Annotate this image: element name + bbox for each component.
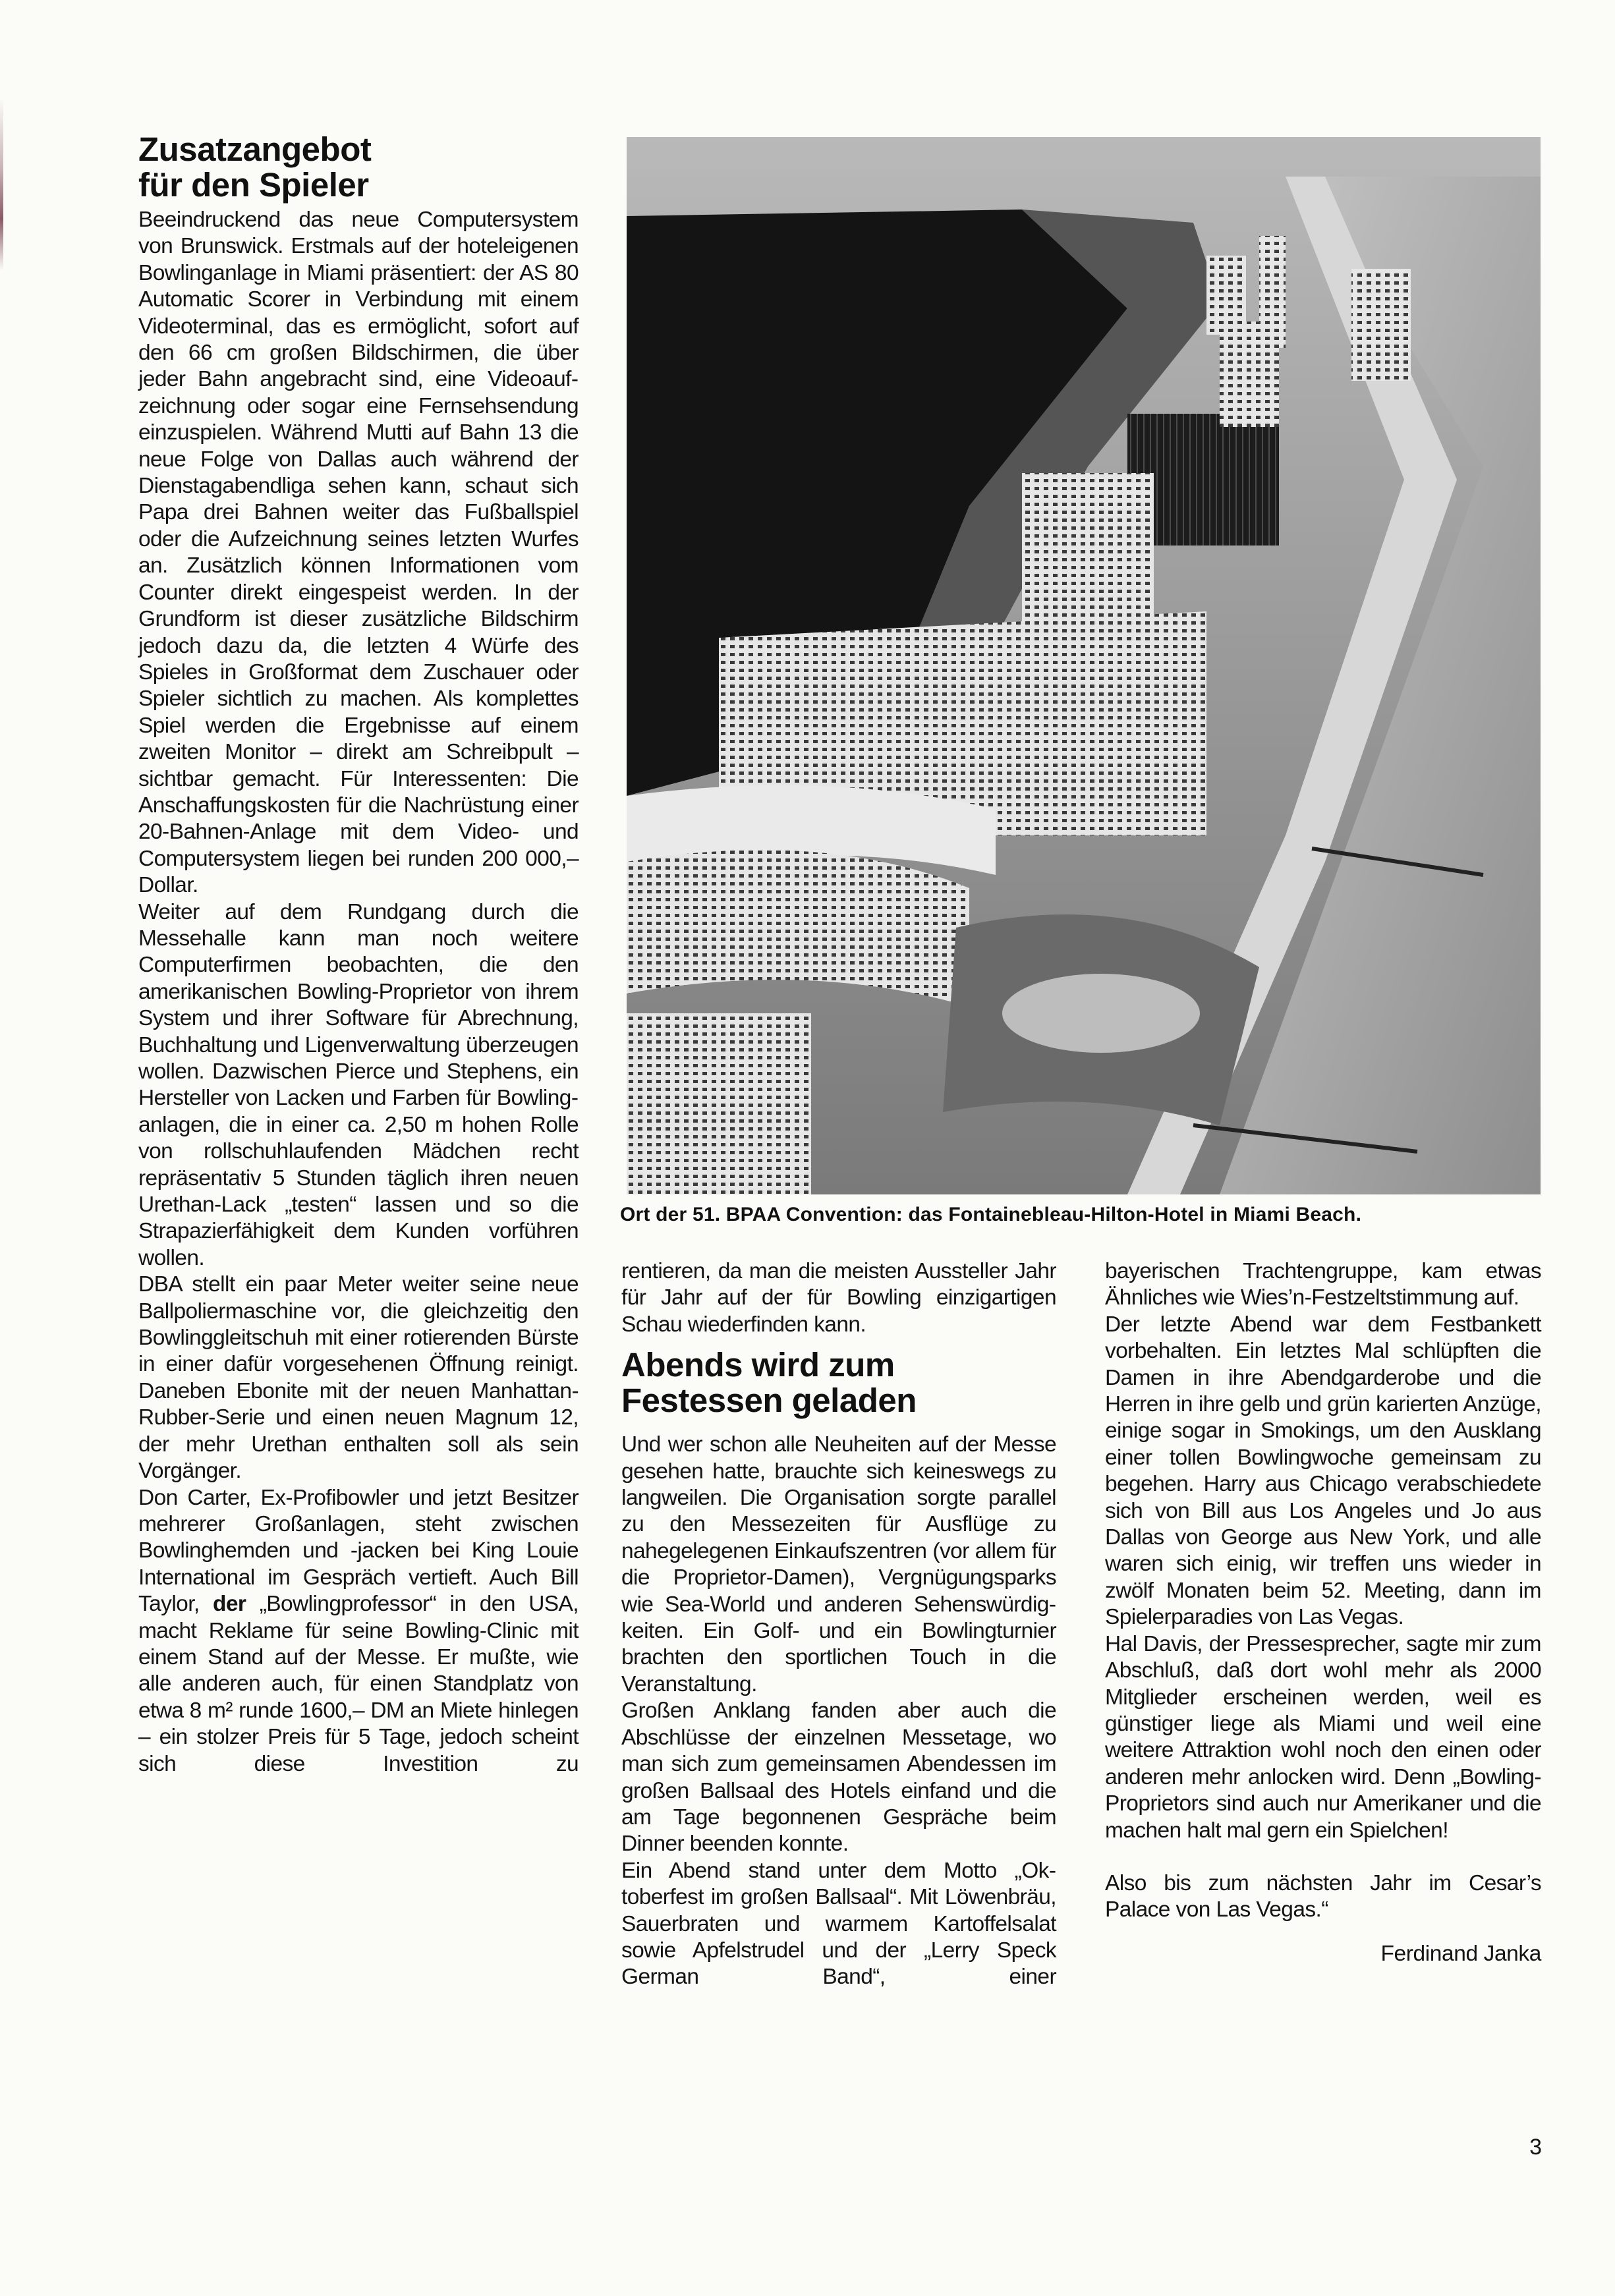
aerial-photo-miami-beach [627, 137, 1541, 1194]
column-left [138, 132, 579, 1778]
paragraph-don-carter-continued: rentieren, da man die meisten Aussteller Jahr für Jahr auf der für Bowling einzigartigen Schau wiederfinden kann. [621, 1259, 1056, 1337]
paragraph-closing: Also bis zum nächsten Jahr im Cesar’s Palace von Las Vegas.“ [1105, 1870, 1541, 1922]
paragraph-oktoberfest-continued: bayerischen Trachtengruppe, kam etwas Ähnliches wie Wies’n-Festzeltstimmung auf. [1105, 1259, 1541, 1310]
column-middle [621, 1258, 1056, 1991]
paragraph-hal-davis: Hal Davis, der Pressesprecher, sagte mir zum Abschluß, daß dort wohl mehr als 2000 Mitglieder erscheinen werden, weil es günstiger liege als Miami und weil eine weitere Attraktion wohl noch den einen oder anderen mehr anlocken wird. Denn „Bowling-Proprietors sind auch nur Amerikaner und die machen halt mal gern ein Spielchen! [1105, 1631, 1541, 1843]
paragraph-anklang: Großen Anklang fanden aber auch die Abschlüsse der einzelnen Messetage, wo man sich zum gemeinsamen Abendessen im großen Ballsaal des Hotels einfand und die am Tage begonnenen Gespräche beim Dinner beenden konnte. [621, 1698, 1056, 1857]
scan-margin-mark [0, 99, 3, 270]
emphasis-der: der [212, 1592, 246, 1617]
author-signature: Ferdinand Janka [1380, 1941, 1541, 1966]
photo-caption: Ort der 51. BPAA Convention: das Fontainebleau-Hilton-Hotel in Miami Beach. [620, 1204, 1362, 1225]
headline-line-1: Abends wird zum [621, 1346, 895, 1384]
paragraph-dba: DBA stellt ein paar Meter weiter seine neue Ballpoliermaschine vor, die gleichzeitig den Bowlinggleitschuh mit einer rotierenden Bürste in einer dafür vorgesehenen Öffnung reinigt. Daneben Ebonite mit der neuen Manhattan-Rubber-Serie und einen neuen Magnum 12, der mehr Urethan enthalten soll als sein Vorgänger. [138, 1272, 579, 1484]
paragraph-oktoberfest: Ein Abend stand unter dem Motto „Oktoberfest im großen Ballsaal“. Mit Löwenbräu, Sauerbraten und warmem Kartoffelsalat sowie Apfelstrudel und der „Lerry Speck German Band“, einer [621, 1858, 1056, 1990]
paragraph-computersystem: Beeindruckend das neue Computersystem von Brunswick. Erstmals auf der hoteleigenen Bowlinganlage in Miami präsentiert: der AS 80 Automatic Scorer in Verbindung mit einem Videoterminal, das es ermöglicht, sofort auf den 66 cm großen Bildschirmen, die über jeder Bahn angebracht sind, eine Videoaufzeichnung oder sogar eine Fernsehsendung einzuspielen. Während Mutti auf Bahn 13 die neue Folge von Dallas auch während der Dienstagabendliga sehen kann, schaut sich Papa drei Bahnen weiter das Fußballspiel oder die Aufzeichnung seines letzten Wurfes an. Zusätzlich können Informationen vom Counter direkt eingespeist werden. In der Grundform ist dieser zusätzliche Bildschirm jedoch dazu da, die letzten 4 Würfe des Spieles in Großformat dem Zuschauer oder Spieler sichtlich zu machen. Als komplettes Spiel werden die Ergebnisse auf einem zweiten Monitor – direkt am Schreibpult – sichtbar gemacht. Für Interessenten: Die Anschaffungskosten für die Nachrüstung einer 20-Bahnen-Anlage mit dem Video- und Computersystem liegen bei runden 200 000,– Dollar. [138, 208, 579, 898]
paragraph-neuheiten: Und wer schon alle Neuheiten auf der Messe gesehen hatte, brauchte sich keineswegs zu langweilen. Die Organisation sorgte parallel zu den Messezeiten für Ausflüge zu nahegelegenen Einkaufszentren (vor allem für die Proprietor-Damen), Vergnügungsparks wie Sea-World und anderen Sehenswürdigkeiten. Ein Golf- und ein Bowlingturnier brachten den sportlichen Touch in die Veranstaltung. [621, 1432, 1056, 1696]
headline-line-2: Festessen geladen [621, 1382, 917, 1420]
headline-zusatzangebot [138, 132, 579, 203]
column-right [1105, 1258, 1541, 1967]
paragraph-festbankett: Der letzte Abend war dem Festbankett vorbehalten. Ein letztes Mal schlüpften die Damen in ihre Abendgarderobe und die Herren in ihre gelb und grün karierten Anzüge, einige sogar in Smokings, um den Ausklang einer tollen Bowlingwoche gemeinsam zu begehen. Harry aus Chicago verabschiedete sich von Bill aus Los Angeles und Jo aus Dallas von George aus New York, und alle waren sich einig, wir treffen uns wieder in zwölf Monaten beim 52. Meeting, dann im Spielerparadies von Las Vegas. [1105, 1312, 1541, 1630]
page-number: 3 [1529, 2135, 1542, 2160]
photo-illustration [627, 137, 1541, 1194]
paragraph-don-carter: Don Carter, Ex-Profibowler und jetzt Besitzer mehrerer Großanlagen, steht zwischen Bowlinghemden und -jacken bei King Louie International im Gespräch vertieft. Auch Bill Taylor, der „Bowlingprofessor“ in den USA, macht Reklame für seine Bowling-Clinic mit einem Stand auf der Messe. Er mußte, wie alle anderen auch, für einen Standplatz von etwa 8 m² runde 1600,– DM an Miete hinlegen – ein stolzer Preis für 5 Tage, jedoch scheint sich diese Investition zu [138, 1485, 579, 1776]
headline-line-1: Zusatzangebot [138, 130, 372, 168]
headline-festessen [621, 1347, 1056, 1418]
paragraph-rundgang: Weiter auf dem Rundgang durch die Messehalle kann man noch weitere Computerfirmen beobachten, die den amerikanischen Bowling-Proprietor von ihrem System und ihrer Software für Abrechnung, Buchhaltung und Ligenverwaltung überzeugen wollen. Dazwischen Pierce und Stephens, ein Hersteller von Lacken und Farben für Bowlinganlagen, die in einer ca. 2,50 m hohen Rolle von rollschuhlaufenden Mädchen recht repräsentativ 5 Stunden täglich ihren neuen Urethan-Lack „testen“ lassen und so die Strapazierfähigkeit dem Kunden vorführen wollen. [138, 899, 579, 1270]
headline-line-2: für den Spieler [138, 166, 369, 204]
